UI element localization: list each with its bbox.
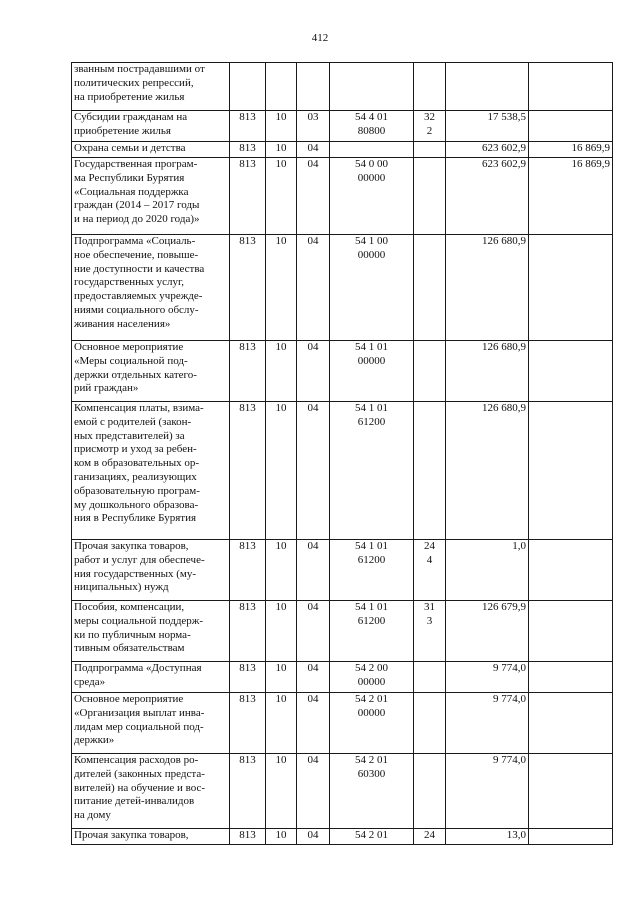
- cell-amount-subvention: [529, 402, 613, 540]
- cell-expense-type: [414, 142, 446, 158]
- cell-amount: 623 602,9: [446, 142, 529, 158]
- cell-section-code: 10: [266, 402, 297, 540]
- cell-name: Компенсация расходов ро- дителей (законных предста- вителей) на обучение и вос- питание детей-инвалидов на дому: [72, 754, 230, 829]
- cell-ministry-code: 813: [230, 601, 266, 662]
- cell-amount: [446, 63, 529, 111]
- cell-name: Подпрограмма «Доступная среда»: [72, 662, 230, 693]
- cell-section-code: 10: [266, 341, 297, 402]
- cell-ministry-code: 813: [230, 235, 266, 341]
- cell-name: Подпрограмма «Социаль- ное обеспечение, повыше- ние доступности и качества государственных услуг, предоставляемых учрежде- ниями социального обслу- живания населения»: [72, 235, 230, 341]
- cell-section-code: 10: [266, 142, 297, 158]
- cell-subsection-code: 04: [297, 540, 330, 601]
- cell-ministry-code: 813: [230, 693, 266, 754]
- cell-expense-type: 24 4: [414, 540, 446, 601]
- cell-amount-subvention: [529, 662, 613, 693]
- table-row: [72, 601, 613, 662]
- cell-name: Охрана семьи и детства: [72, 142, 230, 158]
- cell-amount-subvention: [529, 111, 613, 142]
- cell-amount-subvention: [529, 540, 613, 601]
- cell-subsection-code: [297, 63, 330, 111]
- cell-ministry-code: 813: [230, 829, 266, 845]
- cell-expense-type: [414, 63, 446, 111]
- cell-ministry-code: 813: [230, 662, 266, 693]
- cell-target-article: 54 1 01 61200: [330, 540, 414, 601]
- table-row: [72, 63, 613, 111]
- cell-amount-subvention: [529, 235, 613, 341]
- cell-ministry-code: 813: [230, 341, 266, 402]
- cell-amount: 126 680,9: [446, 341, 529, 402]
- cell-expense-type: 31 3: [414, 601, 446, 662]
- cell-amount: 13,0: [446, 829, 529, 845]
- cell-target-article: 54 1 00 00000: [330, 235, 414, 341]
- cell-amount-subvention: [529, 341, 613, 402]
- cell-section-code: 10: [266, 829, 297, 845]
- cell-expense-type: 24: [414, 829, 446, 845]
- cell-target-article: 54 1 01 00000: [330, 341, 414, 402]
- cell-name: Пособия, компенсации, меры социальной поддерж- ки по публичным норма- тивным обязательствам: [72, 601, 230, 662]
- table-row: [72, 754, 613, 829]
- cell-amount: 126 679,9: [446, 601, 529, 662]
- cell-target-article: 54 0 00 00000: [330, 158, 414, 235]
- cell-ministry-code: 813: [230, 111, 266, 142]
- cell-ministry-code: 813: [230, 540, 266, 601]
- cell-name: Субсидии гражданам на приобретение жилья: [72, 111, 230, 142]
- table-row: [72, 693, 613, 754]
- cell-target-article: 54 2 01 60300: [330, 754, 414, 829]
- cell-expense-type: [414, 754, 446, 829]
- table-row: [72, 662, 613, 693]
- cell-amount: 623 602,9: [446, 158, 529, 235]
- cell-target-article: 54 1 01 61200: [330, 601, 414, 662]
- cell-subsection-code: 04: [297, 754, 330, 829]
- cell-subsection-code: 04: [297, 829, 330, 845]
- cell-subsection-code: 04: [297, 402, 330, 540]
- cell-name: Прочая закупка товаров,: [72, 829, 230, 845]
- cell-amount-subvention: [529, 829, 613, 845]
- cell-subsection-code: 04: [297, 158, 330, 235]
- table-row: [72, 235, 613, 341]
- cell-subsection-code: 04: [297, 235, 330, 341]
- cell-amount: 9 774,0: [446, 693, 529, 754]
- cell-amount: 126 680,9: [446, 402, 529, 540]
- cell-section-code: 10: [266, 111, 297, 142]
- cell-amount-subvention: [529, 693, 613, 754]
- budget-table: [71, 62, 613, 845]
- cell-ministry-code: 813: [230, 754, 266, 829]
- table-row: [72, 402, 613, 540]
- cell-subsection-code: 04: [297, 341, 330, 402]
- cell-section-code: 10: [266, 662, 297, 693]
- cell-target-article: [330, 142, 414, 158]
- cell-amount-subvention: [529, 63, 613, 111]
- cell-expense-type: 32 2: [414, 111, 446, 142]
- cell-section-code: 10: [266, 540, 297, 601]
- cell-subsection-code: 04: [297, 693, 330, 754]
- cell-subsection-code: 04: [297, 601, 330, 662]
- cell-name: Государственная програм- ма Республики Бурятия «Социальная поддержка граждан (2014 – 2017 годы и на период до 2020 года)»: [72, 158, 230, 235]
- cell-target-article: 54 2 01: [330, 829, 414, 845]
- cell-subsection-code: 04: [297, 142, 330, 158]
- cell-amount-subvention: 16 869,9: [529, 158, 613, 235]
- table-row: [72, 829, 613, 845]
- cell-section-code: 10: [266, 754, 297, 829]
- cell-section-code: 10: [266, 693, 297, 754]
- cell-amount-subvention: [529, 601, 613, 662]
- cell-target-article: 54 2 00 00000: [330, 662, 414, 693]
- cell-amount: 17 538,5: [446, 111, 529, 142]
- cell-ministry-code: [230, 63, 266, 111]
- cell-section-code: 10: [266, 601, 297, 662]
- table-row: [72, 341, 613, 402]
- cell-name: Прочая закупка товаров, работ и услуг для обеспече- ния государственных (му- ниципальных) нужд: [72, 540, 230, 601]
- cell-expense-type: [414, 693, 446, 754]
- cell-amount: 126 680,9: [446, 235, 529, 341]
- cell-target-article: 54 1 01 61200: [330, 402, 414, 540]
- cell-amount: 9 774,0: [446, 662, 529, 693]
- budget-table-body: [72, 63, 613, 845]
- cell-subsection-code: 03: [297, 111, 330, 142]
- cell-ministry-code: 813: [230, 158, 266, 235]
- page-number: 412: [311, 32, 329, 44]
- cell-name: Основное мероприятие «Меры социальной под- держки отдельных катего- рий граждан»: [72, 341, 230, 402]
- cell-name: Компенсация платы, взима- емой с родителей (закон- ных представителей) за присмотр и уход за ребен- ком в образовательных ор- ганизациях, реализующих образовательную програм- му дошкольного образова- ния в Республике Бурятия: [72, 402, 230, 540]
- cell-amount: 1,0: [446, 540, 529, 601]
- cell-amount-subvention: 16 869,9: [529, 142, 613, 158]
- cell-amount: 9 774,0: [446, 754, 529, 829]
- table-row: [72, 158, 613, 235]
- cell-subsection-code: 04: [297, 662, 330, 693]
- cell-expense-type: [414, 662, 446, 693]
- table-row: [72, 540, 613, 601]
- cell-section-code: 10: [266, 158, 297, 235]
- cell-target-article: 54 4 01 80800: [330, 111, 414, 142]
- cell-amount-subvention: [529, 754, 613, 829]
- table-row: [72, 142, 613, 158]
- cell-section-code: [266, 63, 297, 111]
- cell-expense-type: [414, 341, 446, 402]
- cell-expense-type: [414, 235, 446, 341]
- cell-target-article: [330, 63, 414, 111]
- cell-expense-type: [414, 158, 446, 235]
- table-row: [72, 111, 613, 142]
- cell-name: Основное мероприятие «Организация выплат инва- лидам мер социальной под- держки»: [72, 693, 230, 754]
- cell-name: званным пострадавшими от политических репрессий, на приобретение жилья: [72, 63, 230, 111]
- cell-section-code: 10: [266, 235, 297, 341]
- cell-target-article: 54 2 01 00000: [330, 693, 414, 754]
- cell-ministry-code: 813: [230, 402, 266, 540]
- cell-ministry-code: 813: [230, 142, 266, 158]
- cell-expense-type: [414, 402, 446, 540]
